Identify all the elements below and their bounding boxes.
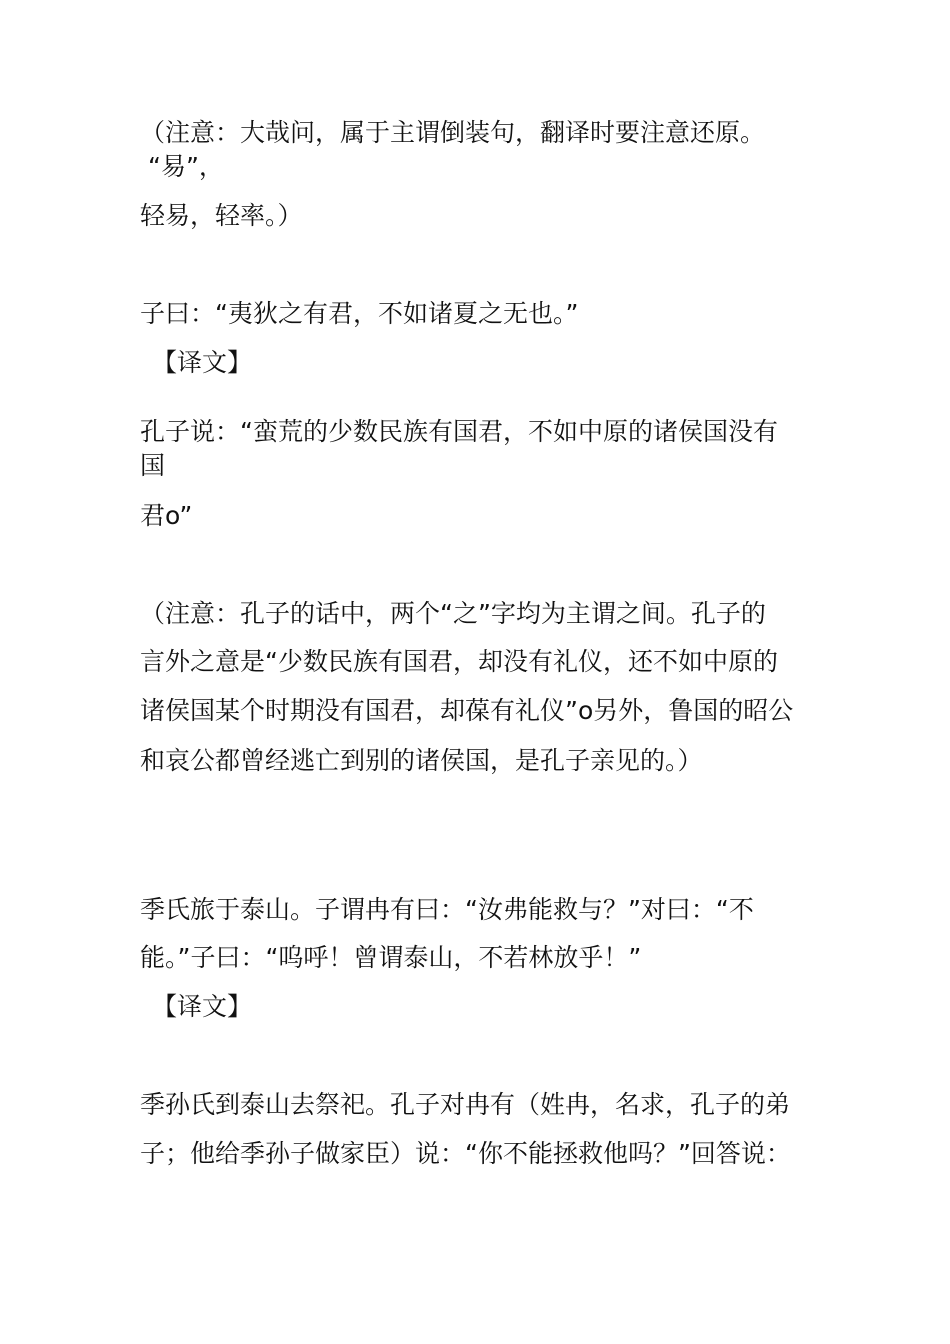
- text-line-6: 孔子说：“蛮荒的少数民族有国君，不如中原的诸侯国没有: [140, 417, 778, 446]
- text-line-13: 季氏旅于泰山。子谓冉有曰：“汝弗能救与？”对曰：“不: [140, 895, 754, 924]
- text-line-3: 轻易，轻率。）: [140, 201, 303, 230]
- text-line-2: “易”，: [148, 152, 224, 181]
- text-line-12: 和哀公都曾经逃亡到别的诸侯国，是孔子亲见的。）: [140, 746, 703, 775]
- text-line-11: 诸侯国某个时期没有国君，却葆有礼仪”o另外，鲁国的昭公: [140, 696, 794, 725]
- text-line-14: 能。”子曰：“呜呼！曾谓泰山，不若林放乎！”: [140, 943, 642, 972]
- text-line-7: 国: [140, 451, 166, 480]
- text-line-1: （注意：大哉问，属于主谓倒装句，翻译时要注意还原。: [140, 118, 766, 147]
- text-line-10: 言外之意是“少数民族有国君，却没有礼仪，还不如中原的: [140, 647, 778, 676]
- text-line-17: 子；他给季孙子做家臣）说：“你不能拯救他吗？”回答说：: [140, 1139, 791, 1168]
- text-line-16: 季孙氏到泰山去祭祀。孔子对冉有（姓冉，名求，孔子的弟: [140, 1090, 791, 1119]
- text-line-4: 子曰：“夷狄之有君，不如诸夏之无也。”: [140, 299, 579, 328]
- text-line-9: （注意：孔子的话中，两个“之”字均为主谓之间。孔子的: [140, 599, 766, 628]
- section-heading-translation-2: 【译文】: [152, 992, 253, 1021]
- text-line-8: 君o”: [140, 501, 193, 530]
- section-heading-translation: 【译文】: [152, 348, 253, 377]
